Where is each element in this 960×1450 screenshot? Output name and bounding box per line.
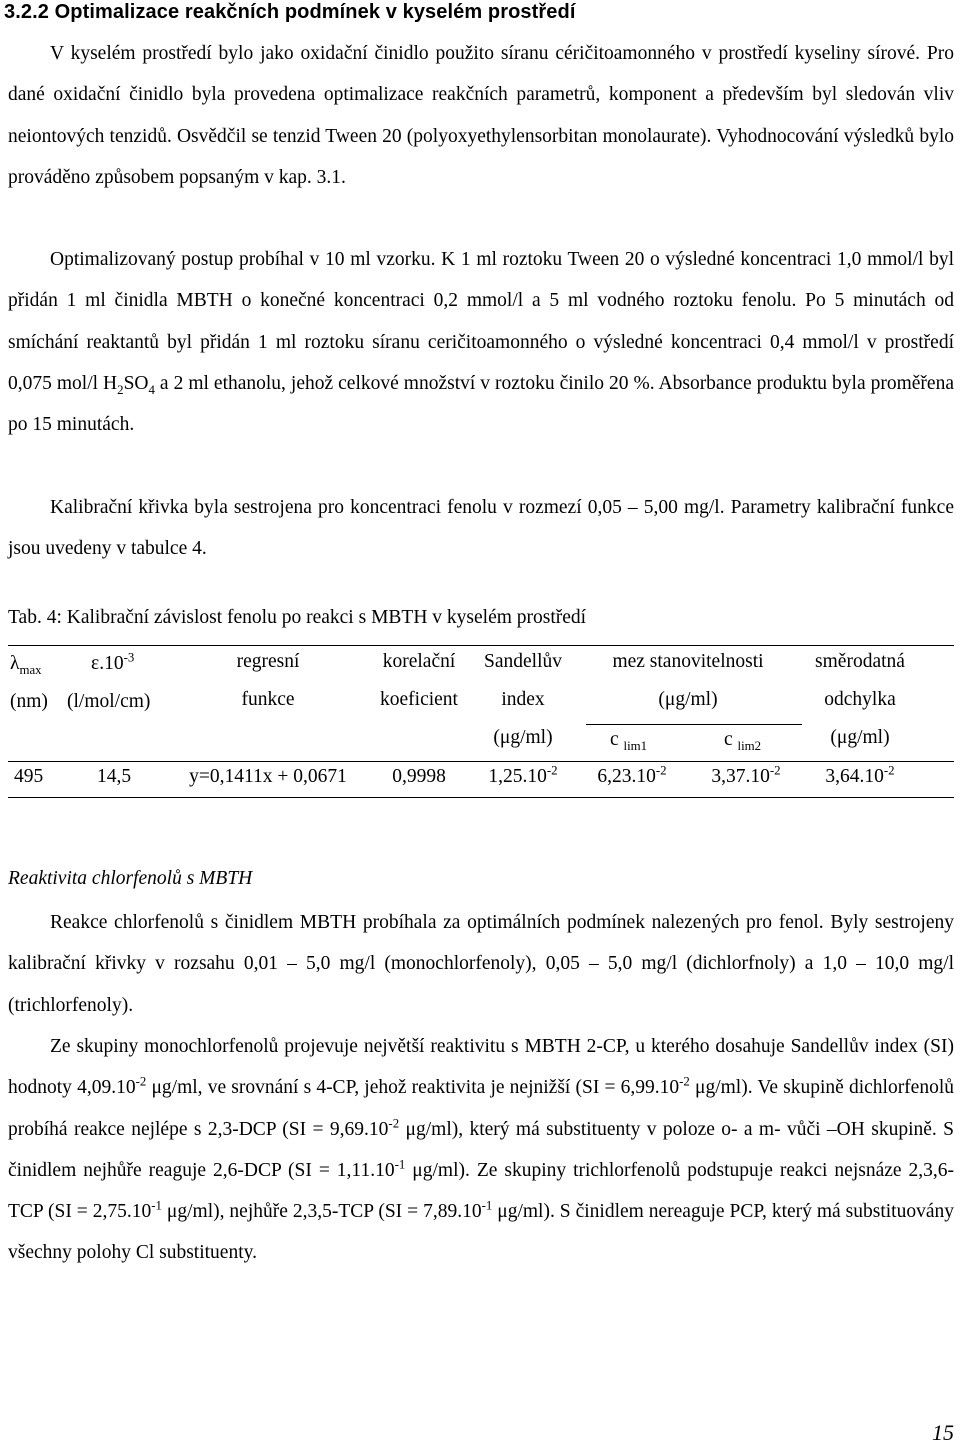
calibration-table [8,645,954,805]
paragraph-reactivity: Ze skupiny monochlorfenolů projevuje největší reaktivitu s MBTH 2-CP, u kterého dosahuje Sandellův index (SI) hodnoty $4,09.10^{-2}$ μg/ml, ve srovnání s 4-CP, jehož reaktivita je nejnižší ($SI = 6,99.10^{-2}$ μg/ml). Ve skupině dichlorfenolů probíhá reakce nejlépe s 2,3-DCP ($SI = 9,69.10^{-2}$ μg/ml), který má substituenty v poloze o- a m- vůči –OH skupině. S činidlem nejhůře reaguje 2,6-DCP ($SI = 1,11.10^{-1}$ μg/ml). Ze skupiny trichlorfenolů podstupuje reakci nejsnáze 2,3,6-TCP ($SI = 2,75.10^{-1}$ μg/ml), nejhůře 2,3,5-TCP ($SI = 7,89.10^{-1}$ μg/ml). S činidlem nereaguje PCP, který má substituovány všechny polohy Cl substituenty. [8,1036,955,1264]
header-correlation-1: korelační [382,651,456,672]
table-top-rule [8,645,954,646]
header-sandell-3: (μg/ml) [493,727,553,748]
header-sandell-2: index [501,689,545,710]
page-number: 15 [932,1420,954,1445]
table-header-rule [8,761,954,762]
section-heading: 3.2.2 Optimalizace reakčních podmínek v kyselém prostředí [4,1,576,23]
header-clim1: c $_{lim1}$ [610,729,648,753]
header-stdev-2: odchylka [824,689,896,710]
header-epsilon: $\varepsilon.10^{-3}$ [91,650,135,674]
table-bottom-rule [8,797,954,798]
header-lambda-unit: (nm) [10,691,48,712]
header-regression-1: regresní [236,651,300,672]
header-correlation-2: koeficient [380,689,458,710]
paragraph-chlorphenols: Reakce chlorfenolů s činidlem MBTH probíhala za optimálních podmínek nalezených pro fenol. Byly sestrojeny kalibrační křivky v rozsahu 0,01 – 5,0 mg/l (monochlorfenoly), 0,05 – 5,0 mg/l (dichlorfnoly) a 1,0 – 10,0 mg/l (trichlorfenoly). [8,912,954,1016]
cell-sandell: $1,25.10^{-2}$ [488,763,558,787]
header-clim2: c $_{lim2}$ [724,729,762,753]
cell-correlation: 0,9998 [392,766,446,787]
header-limit-1: mez stanovitelnosti [612,651,764,672]
header-stdev-3: (μg/ml) [830,727,890,748]
cell-lambda: 495 [14,766,44,787]
cell-epsilon: 14,5 [96,766,132,787]
table-caption: Tab. 4: Kalibrační závislost fenolu po reakci s MBTH v kyselém prostředí [8,607,587,628]
cell-clim2: $3,37.10^{-2}$ [711,763,781,787]
paragraph-procedure [8,239,954,445]
h2so4-so: SO [123,372,149,394]
cell-regression: y=0,1411x + 0,0671 [189,766,347,787]
paragraph-calibration: Kalibrační křivka byla sestrojena pro koncentraci fenolu v rozmezí 0,05 – 5,00 mg/l. Parametry kalibrační funkce jsou uvedeny v tabulce 4. [8,497,954,560]
header-stdev-1: směrodatná [815,651,905,672]
header-epsilon-unit: (l/mol/cm) [67,691,151,712]
cell-clim1: $6,23.10^{-2}$ [597,763,667,787]
header-lambda: $\lambda_{max}$ [10,653,42,677]
cell-stdev: $3,64.10^{-2}$ [825,763,895,787]
subsection-title: Reaktivita chlorfenolů s MBTH [8,868,253,889]
paragraph-procedure-part-a: Optimalizovaný postup probíhal v 10 ml vzorku. K 1 ml roztoku Tween 20 o výsledné koncentraci 1,0 mmol/l byl přidán 1 ml činidla MBTH o konečné koncentraci 0,2 mmol/l a 5 ml vodného roztoku fenolu. Po 5 minutách od smíchání reaktantů byl přidán 1 ml roztoku síranu ceričitoamonného o výsledné koncentraci 0,4 mmol/l v prostředí 0,075 mol/l H [8,249,954,394]
header-sandell-1: Sandellův [484,651,562,672]
paragraph-oxidant: V kyselém prostředí bylo jako oxidační činidlo použito síranu céričitoamonného v prostředí kyseliny sírové. Pro dané oxidační činidlo byla provedena optimalizace reakčních parametrů, komponent a především byl sledován vliv neiontových tenzidů. Osvědčil se tenzid Tween 20 (polyoxyethylensorbitan monolaurate). Vyhodnocování výsledků bylo prováděno způsobem popsaným v kap. 3.1. [8,43,954,188]
header-limit-2: (μg/ml) [658,689,718,710]
h2so4-sub-2: 2 [117,382,124,397]
limit-subheader-rule [586,724,802,725]
h2so4-sub-4: 4 [148,382,155,397]
paragraph-procedure-part-c: a 2 ml ethanolu, jehož celkové množství v roztoku činilo 20 %. Absorbance produktu byla proměřena po 15 minutách. [8,372,954,436]
header-regression-2: funkce [241,689,295,710]
